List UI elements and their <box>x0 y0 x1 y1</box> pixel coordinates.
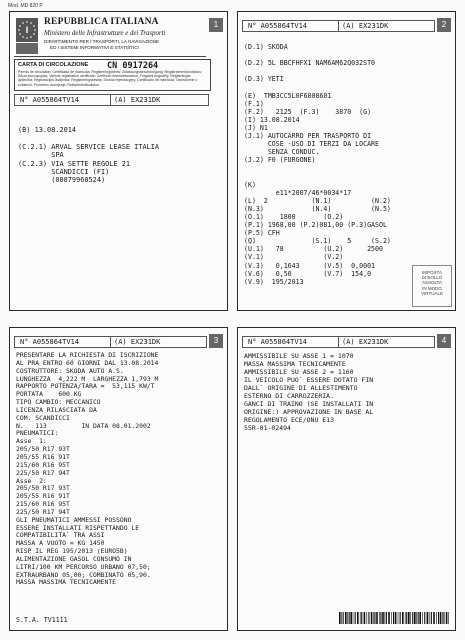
barcode-bar <box>393 612 394 624</box>
id-row <box>242 336 435 348</box>
panel-2 <box>237 11 456 311</box>
department-line-2: ED I SISTEMI INFORMATIVI E STATISTICI <box>50 45 139 50</box>
barcode-bar <box>368 612 369 624</box>
barcode-bar <box>373 612 374 624</box>
svg-text:I: I <box>25 25 29 35</box>
barcode-bar <box>402 612 404 624</box>
registration-card-box <box>14 59 211 91</box>
barcode-bar <box>376 612 378 624</box>
department-line-1: DIPARTIMENTO PER I TRASPORTI, LA NAVIGAZIONE <box>44 39 160 44</box>
barcode-bar <box>414 612 416 624</box>
stamp-duty-box <box>412 265 452 307</box>
barcode-bar <box>436 612 437 624</box>
panel-number-badge: 1 <box>209 18 223 32</box>
additional-notes: AMMISSIBILE SU ASSE 1 = 1070 MASSA MASSIMA TECNICAMENTE AMMISSIBILE SU ASSE 2 = 1160 IL VEICOLO PUO` ESSERE DOTATO FIN DALL` ORIGINE DI ALLESTIMENTO ESTERNO DI CARROZZERIA. GANCI DI TRAINO (SE INSTALLATI IN ORIGINE:) APPROVAZIONE IN BASE AL REGOLAMENTO ECE/ONU E13 55R-01-02494 <box>244 352 374 432</box>
panel-4 <box>237 327 456 631</box>
id-row <box>242 20 435 32</box>
barcode-bar <box>382 612 384 624</box>
stamp-duty-text: IMPOSTA DI BOLLO ASSOLTA IN MODO VIRTUALE <box>421 270 443 296</box>
barcode-bar <box>339 612 341 624</box>
barcode-bar <box>347 612 348 624</box>
plate-number: (A) EX231DK <box>338 337 388 347</box>
barcode-bar <box>419 612 421 624</box>
barcode-bar <box>443 612 444 624</box>
barcode-bar <box>341 612 342 624</box>
barcode-bar <box>361 612 362 624</box>
barcode-bar <box>398 612 399 624</box>
barcode-bar <box>395 612 397 624</box>
barcode-bar <box>380 612 381 624</box>
barcode-bar <box>388 612 390 624</box>
vehicle-details: (D.1) SKODA (D.2) 5L BBCFHFX1 NAM6AM62Q032ST0 (D.3) YETI (E) TMB3CC5L0F6008601 (F.1) (F.2) 2125 (F.3) 3870 (G) (I) 13.08.2014 (J) N1 (J.1) AUTOCARRO PER TRASPORTO DI COSE -USO DI TERZI DA LOCARE SENZA CONDUC. (J.2) F0 (FURGONE) (K) e11*2007/46*0034*17 (L) 2 (N.1) (N.2) (N.3) (N.4) (N.5) (O.1) 1800 (O.2) (P.1) 1968,00 (P.2)081,00 (P.3)GASOL (P.5) CFH (Q) (S.1) 5 (S.2) (U.1) 78 (U.2) 2500 (V.1) (V.2) (V.3) 0,1643 (V.5) 0,0001 (V.6) 0,50 (V.7) 154,0 (V.9) 195/2013 <box>244 43 391 286</box>
document-number: N° A055864TV14 <box>248 338 308 346</box>
barcode-bar <box>416 612 417 624</box>
barcode-bar <box>427 612 429 624</box>
barcode-bar <box>422 612 423 624</box>
issuing-office: S.T.A. TV1111 <box>16 616 68 624</box>
document-number: N° A055864TV14 <box>248 22 308 30</box>
barcode-bar <box>400 612 401 624</box>
barcode-bar <box>406 612 407 624</box>
panel-number-badge: 4 <box>437 334 451 348</box>
barcode-bar <box>438 612 439 624</box>
barcode-bar <box>343 612 344 624</box>
barcode-bar <box>353 612 354 624</box>
barcode-bar <box>391 612 392 624</box>
barcode-bar <box>357 612 359 624</box>
barcode-bar <box>433 612 435 624</box>
document-number: N° A055864TV14 <box>20 338 80 346</box>
barcode-icon <box>339 612 449 624</box>
plate-number: (A) EX231DK <box>338 21 388 31</box>
barcode-bar <box>408 612 410 624</box>
barcode-bar <box>418 612 419 624</box>
barcode-bar <box>379 612 380 624</box>
barcode-bar <box>446 612 448 624</box>
barcode-bar <box>429 612 430 624</box>
republic-title: REPUBBLICA ITALIANA <box>44 17 159 27</box>
ministry-title: Ministero delle Infrastrutture e dei Trasporti <box>44 30 166 37</box>
card-number: CN 0917264 <box>107 61 159 71</box>
barcode-bar <box>386 612 387 624</box>
barcode-bar <box>349 612 350 624</box>
panel-number-badge: 2 <box>437 18 451 32</box>
panel-1 <box>9 11 228 311</box>
model-line: Mod. MD 820 P <box>8 3 43 9</box>
barcode-bar <box>412 612 413 624</box>
owner-details: (B) 13.08.2014 (C.2.1) ARVAL SERVICE LEASE ITALIA SPA (C.2.3) VIA SETTE REGOLE 21 SCANDICCI (FI) (00879960524) <box>18 126 160 185</box>
barcode-bar <box>360 612 361 624</box>
barcode-bar <box>364 612 366 624</box>
id-row <box>14 336 207 348</box>
plate-number: (A) EX231DK <box>110 95 160 105</box>
barcode-bar <box>405 612 406 624</box>
barcode-bar <box>350 612 352 624</box>
barcode-bar <box>371 612 373 624</box>
multilingual-fine-print: Permis de circulation; Certificado de matrícula; Registreringsbevis; Zulassungsbescheinigung; Registreerimistunnistus; Άδεια κυκλοφορίας; Vehicle registration certificate; Certificat d'immatriculation; Forgalmi engedély; Reģistrācijas apliecība; Registracijos liudijimas; Registreringsbewijs; Dowód rejestracyjny; Certificado de matrícula; Osvedčenie o evidencii; Prometno dovoljenje; Rekisteröintitodistus. <box>18 70 202 87</box>
panel-number-badge: 3 <box>209 334 223 348</box>
technical-notes: PRESENTARE LA RICHIESTA DI ISCRIZIONE AL PRA ENTRO 60 GIORNI DAL 13.08.2014 COSTRUTTORE: SKODA AUTO A.S. LUNGHEZZA 4,222 M LARGHEZZA 1,793 M RAPPORTO POTENZA/TARA = 53,115 KW/T PORTATA 600 KG TIPO CAMBIO: MECCANICO LICENZA RILASCIATA DA COM. SCANDICCI N. 113 IN DATA 08.01.2002 PNEUMATICI: Asse 1: 205/50 R17 93T 205/55 R16 91T 215/60 R16 95T 225/50 R17 94T Asse 2: 205/50 R17 93T 205/55 R16 91T 215/60 R16 95T 225/50 R17 94T GLI PNEUMATICI AMMESSI POSSONO ESSERE INSTALLATI RISPETTANDO LE COMPATIBILITA` TRA ASSI MASSA A VUOTO = KG 1450 RISP IL REG 195/2013 (EURO5B) ALIMENTAZIONE GASOL CONSUMO IN LITRI/100 KM PERCORSO URBANO 07,50; EXTRAURBANO 05,00; COMBINATO 05,90. MASSA MASSIMA TECNICAMENTE <box>16 351 159 587</box>
document-number: N° A055864TV14 <box>20 96 80 104</box>
barcode-bar <box>385 612 386 624</box>
barcode-bar <box>367 612 368 624</box>
barcode-bar <box>374 612 375 624</box>
barcode-bar <box>442 612 443 624</box>
eu-flag-icon <box>16 18 38 54</box>
document-header <box>14 16 206 57</box>
panel-3 <box>9 327 228 631</box>
barcode-bar <box>410 612 411 624</box>
id-row <box>14 94 209 106</box>
barcode-bar <box>345 612 347 624</box>
barcode-bar <box>431 612 432 624</box>
barcode-bar <box>448 612 449 624</box>
barcode-bar <box>440 612 442 624</box>
card-label: CARTA DI CIRCOLAZIONE <box>18 62 89 68</box>
plate-number: (A) EX231DK <box>110 337 160 347</box>
barcode-bar <box>424 612 425 624</box>
barcode-bar <box>355 612 356 624</box>
